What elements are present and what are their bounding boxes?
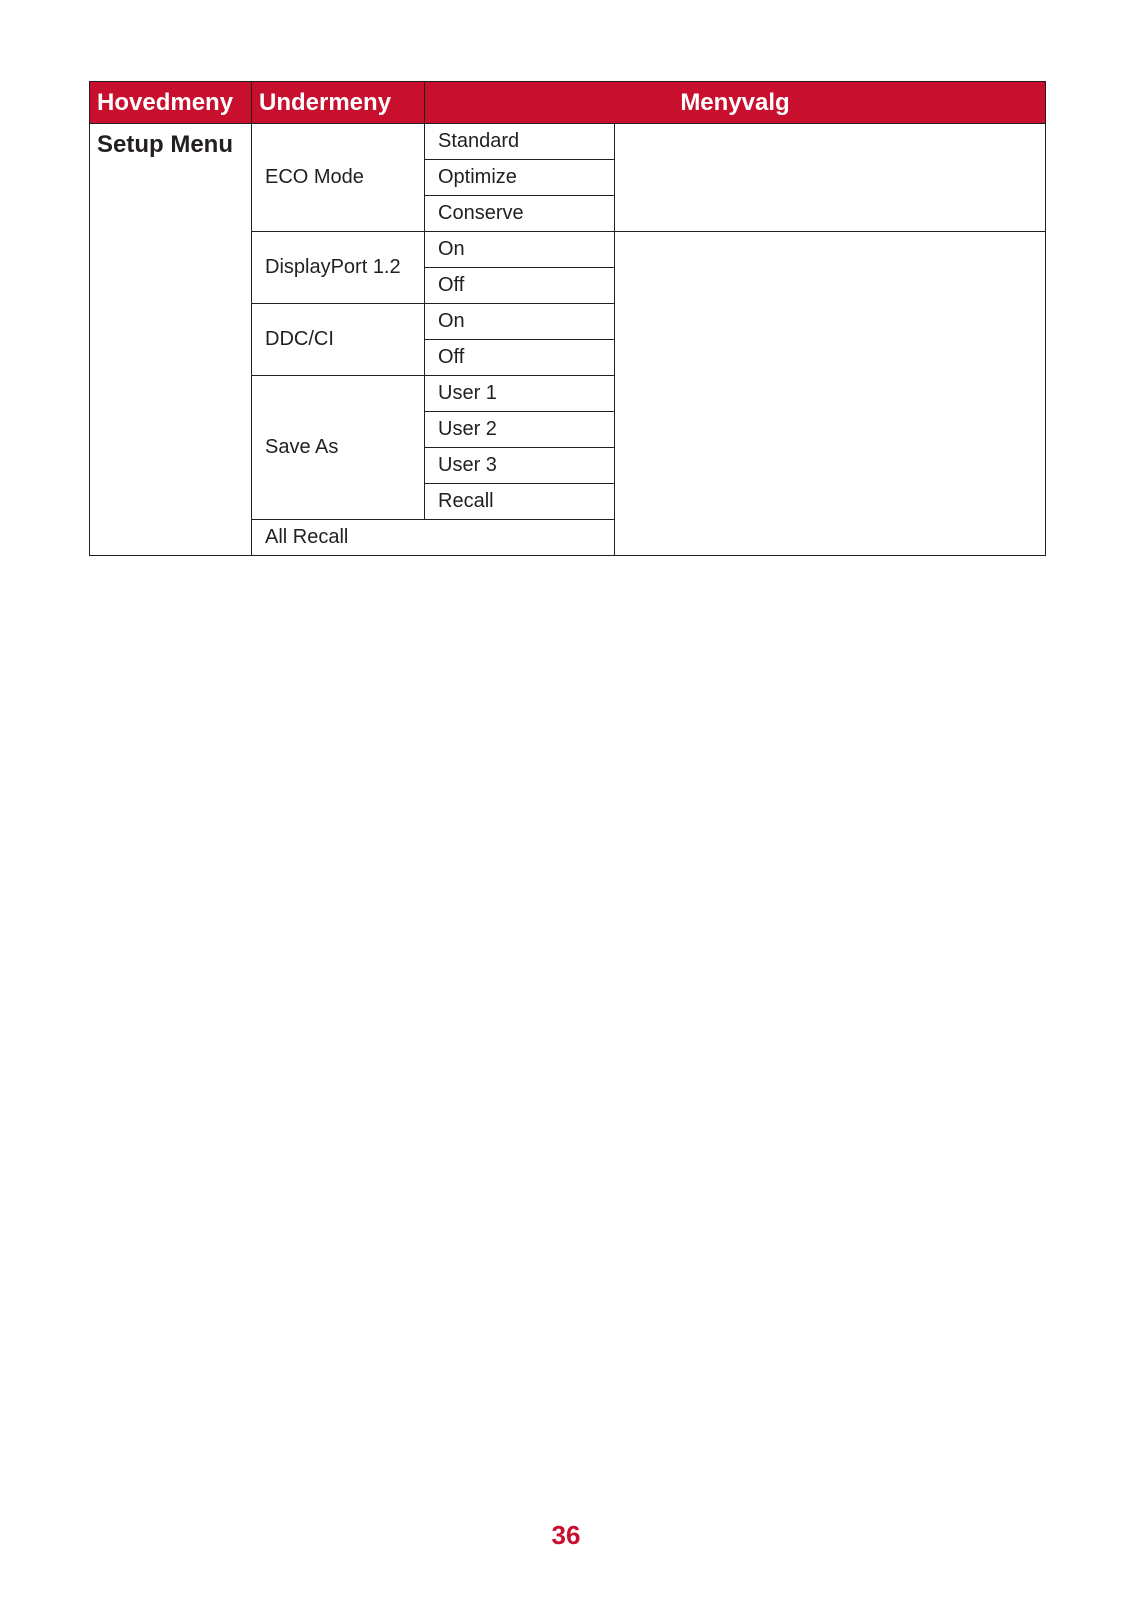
submenu-ddc-ci: DDC/CI [252, 304, 425, 376]
table-row [90, 124, 1046, 160]
option-cell: User 3 [425, 448, 615, 484]
header-main-menu: Hovedmeny [90, 82, 252, 124]
page-number: 36 [551, 1520, 581, 1550]
submenu-displayport: DisplayPort 1.2 [252, 232, 425, 304]
option-cell: Recall [425, 484, 615, 520]
submenu-all-recall: All Recall [252, 520, 615, 556]
option-cell: User 2 [425, 412, 615, 448]
table-header-row [90, 82, 1046, 124]
option-cell: On [425, 232, 615, 268]
main-menu-cell: Setup Menu [90, 124, 252, 556]
option-cell: Standard [425, 124, 615, 160]
option-cell: User 1 [425, 376, 615, 412]
header-menu-options: Menyvalg [425, 82, 1046, 124]
description-cell [615, 232, 1046, 556]
option-cell: Optimize [425, 160, 615, 196]
description-cell [615, 124, 1046, 232]
option-cell: On [425, 304, 615, 340]
option-cell: Off [425, 340, 615, 376]
header-submenu: Undermeny [252, 82, 425, 124]
option-cell: Off [425, 268, 615, 304]
submenu-save-as: Save As [252, 376, 425, 520]
menu-table [89, 81, 1046, 556]
submenu-eco-mode: ECO Mode [252, 124, 425, 232]
option-cell: Conserve [425, 196, 615, 232]
